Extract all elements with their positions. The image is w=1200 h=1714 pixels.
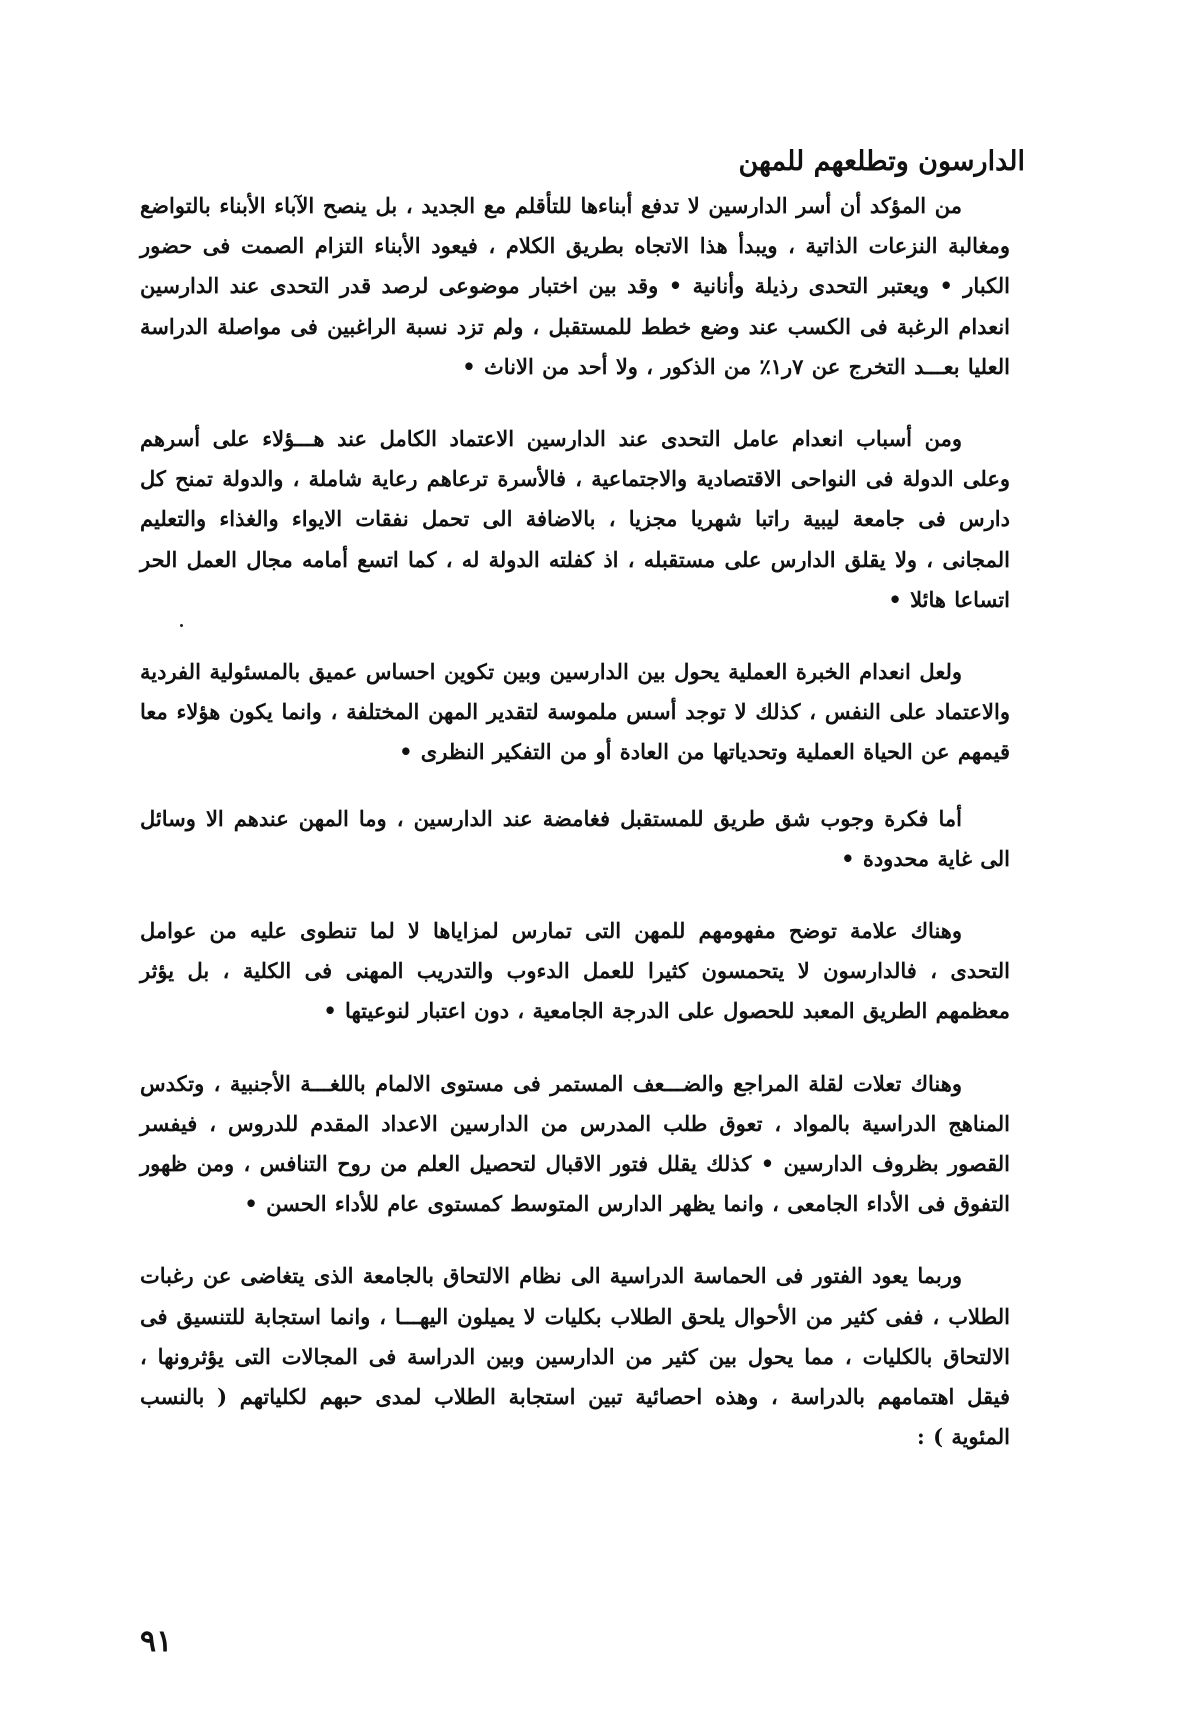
section-heading: الدارسون وتطلعهم للمهن bbox=[738, 146, 1025, 177]
body-text bbox=[140, 186, 1010, 1457]
paragraph-2: ومن أسباب انعدام عامل التحدى عند الدارسين الاعتماد الكامل عند هـــؤلاء على أسرهم وعلى الدولة فى النواحى الاقتصادية والاجتماعية ، فالأسرة ترعاهم رعاية شاملة ، والدولة تمنح كل دارس فى جامعة ليبية راتبا شهريا مجزيا ، بالاضافة الى تحمل نفقات الايواء والغذاء والتعليم المجانى ، ولا يقلق الدارس على مستقبله ، اذ كفلته الدولة له ، كما اتسع أمامه مجال العمل الحر اتساعا هائلا • bbox=[140, 426, 1010, 612]
paragraph-1: من المؤكد أن أسر الدارسين لا تدفع أبناءها للتأقلم مع الجديد ، بل ينصح الآباء الأبناء بالتواضع ومغالبة النزعات الذاتية ، ويبدأ هذا الاتجاه بطريق الكلام ، فيعود الأبناء التزام الصمت فى حضور الكبار • ويعتبر التحدى رذيلة وأنانية • وقد بين اختبار موضوعى لرصد قدر التحدى عند الدارسين انعدام الرغبة فى الكسب عند وضع خطط للمستقبل ، ولم تزد نسبة الراغبين فى مواصلة الدراسة العليا بعـــد التخرج عن ٧ر١٪ من الذكور ، ولا أحد من الاناث • bbox=[140, 193, 1010, 379]
scan-speck bbox=[180, 624, 183, 627]
paragraph-7: وربما يعود الفتور فى الحماسة الدراسية الى نظام الالتحاق بالجامعة الذى يتغاضى عن رغبات الطلاب ، ففى كثير من الأحوال يلحق الطلاب بكليات لا يميلون اليهـــا ، وانما استجابة للتنسيق فى الالتحاق بالكليات ، مما يحول بين كثير من الدارسين وبين الدراسة فى المجالات التى يؤثرونها ، فيقل اهتمامهم بالدراسة ، وهذه احصائية تبين استجابة الطلاب لمدى حبهم لكلياتهم ( بالنسب المئوية ) : bbox=[140, 1263, 1010, 1450]
paragraph-3: ولعل انعدام الخبرة العملية يحول بين الدارسين وبين تكوين احساس عميق بالمسئولية الفردية والاعتماد على النفس ، كذلك لا توجد أسس ملموسة لتقدير المهن المختلفة ، وانما يكون هؤلاء معا قيمهم عن الحياة العملية وتحدياتها من العادة أو من التفكير النظرى • bbox=[140, 659, 1010, 765]
paragraph-4: أما فكرة وجوب شق طريق للمستقبل فغامضة عند الدارسين ، وما المهن عندهم الا وسائل الى غاية محدودة • bbox=[140, 805, 1010, 871]
paragraph-6: وهناك تعلات لقلة المراجع والضـــعف المستمر فى مستوى الالمام باللغـــة الأجنبية ، وتكدس المناهج الدراسية بالمواد ، تعوق طلب المدرس من الدارسين الاعداد المقدم للدروس ، فيفسر القصور بظروف الدارسين • كذلك يقلل فتور الاقبال لتحصيل العلم من روح التنافس ، ومن ظهور التفوق فى الأداء الجامعى ، وانما يظهر الدارس المتوسط كمستوى عام للأداء الحسن • bbox=[140, 1070, 1010, 1217]
paragraph-5: وهناك علامة توضح مفهومهم للمهن التى تمارس لمزاياها لا لما تنطوى عليه من عوامل التحدى ، فالدارسون لا يتحمسون كثيرا للعمل الدءوب والتدريب المهنى فى الكلية ، بل يؤثر معظمهم الطريق المعبد للحصول على الدرجة الجامعية ، دون اعتبار لنوعيتها • bbox=[140, 918, 1010, 1024]
page-number: ٩١ bbox=[140, 1624, 173, 1659]
